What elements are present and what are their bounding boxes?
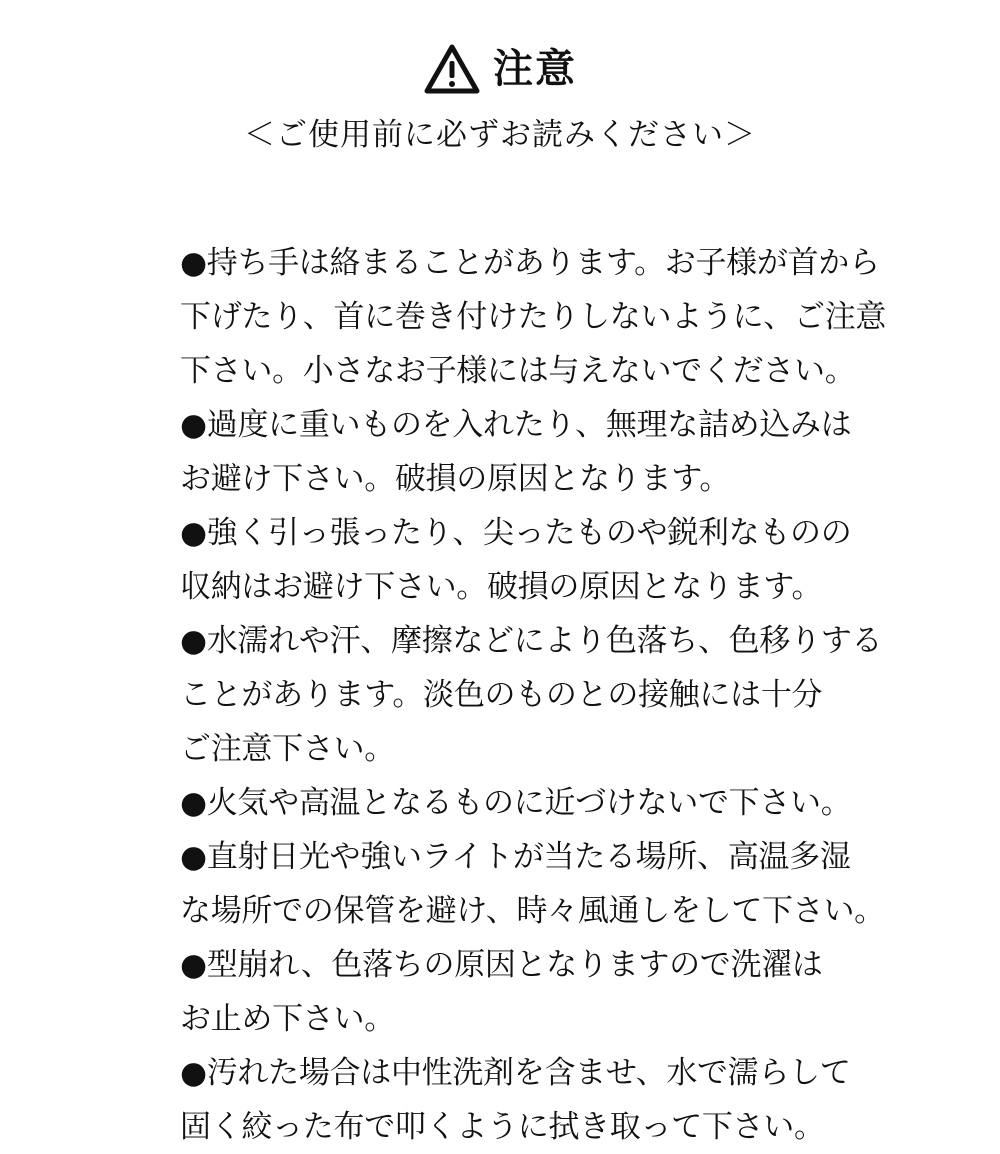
- warning-icon: [423, 43, 481, 95]
- caution-item: [180, 938, 840, 1046]
- caution-line: ●水濡れや汗、摩擦などにより色落ち、色移りする: [180, 623, 883, 659]
- caution-line: 下げたり、首に巻き付けたりしないように、ご注意: [180, 299, 887, 335]
- caution-item: [180, 776, 852, 830]
- caution-item: [180, 614, 883, 776]
- caution-list: [180, 236, 887, 1154]
- caution-item: [180, 830, 885, 938]
- caution-line: ●型崩れ、色落ちの原因となりますので洗濯は: [180, 947, 823, 983]
- caution-item: [180, 398, 852, 506]
- caution-line: ●火気や高温となるものに近づけないで下さい。: [180, 785, 852, 821]
- caution-line: ●直射日光や強いライトが当たる場所、高温多湿: [180, 839, 851, 875]
- caution-line: ●汚れた場合は中性洗剤を含ませ、水で濡らして: [180, 1055, 851, 1091]
- caution-line: 下さい。小さなお子様には与えないでください。: [180, 353, 856, 389]
- caution-line: な場所での保管を避け、時々風通しをして下さい。: [180, 893, 885, 929]
- caution-item: [180, 236, 887, 398]
- caution-line: ●過度に重いものを入れたり、無理な詰め込みは: [180, 407, 852, 443]
- caution-line: ご注意下さい。: [180, 731, 395, 767]
- caution-item: [180, 1046, 851, 1154]
- page-title: 注意: [493, 46, 577, 92]
- page-subtitle: ＜ご使用前に必ずお読みください＞: [244, 117, 756, 153]
- caution-line: 固く絞った布で叩くように拭き取って下さい。: [180, 1109, 825, 1145]
- caution-item: [180, 506, 852, 614]
- header: [0, 40, 1000, 98]
- caution-line: ●持ち手は絡まることがあります。お子様が首から: [180, 245, 880, 281]
- caution-line: ことがあります。淡色のものとの接触には十分: [180, 677, 823, 713]
- caution-line: お避け下さい。破損の原因となります。: [180, 461, 731, 497]
- caution-line: お止め下さい。: [180, 1001, 395, 1037]
- caution-line: ●強く引っ張ったり、尖ったものや鋭利なものの: [180, 515, 852, 551]
- caution-line: 収納はお避け下さい。破損の原因となります。: [180, 569, 823, 605]
